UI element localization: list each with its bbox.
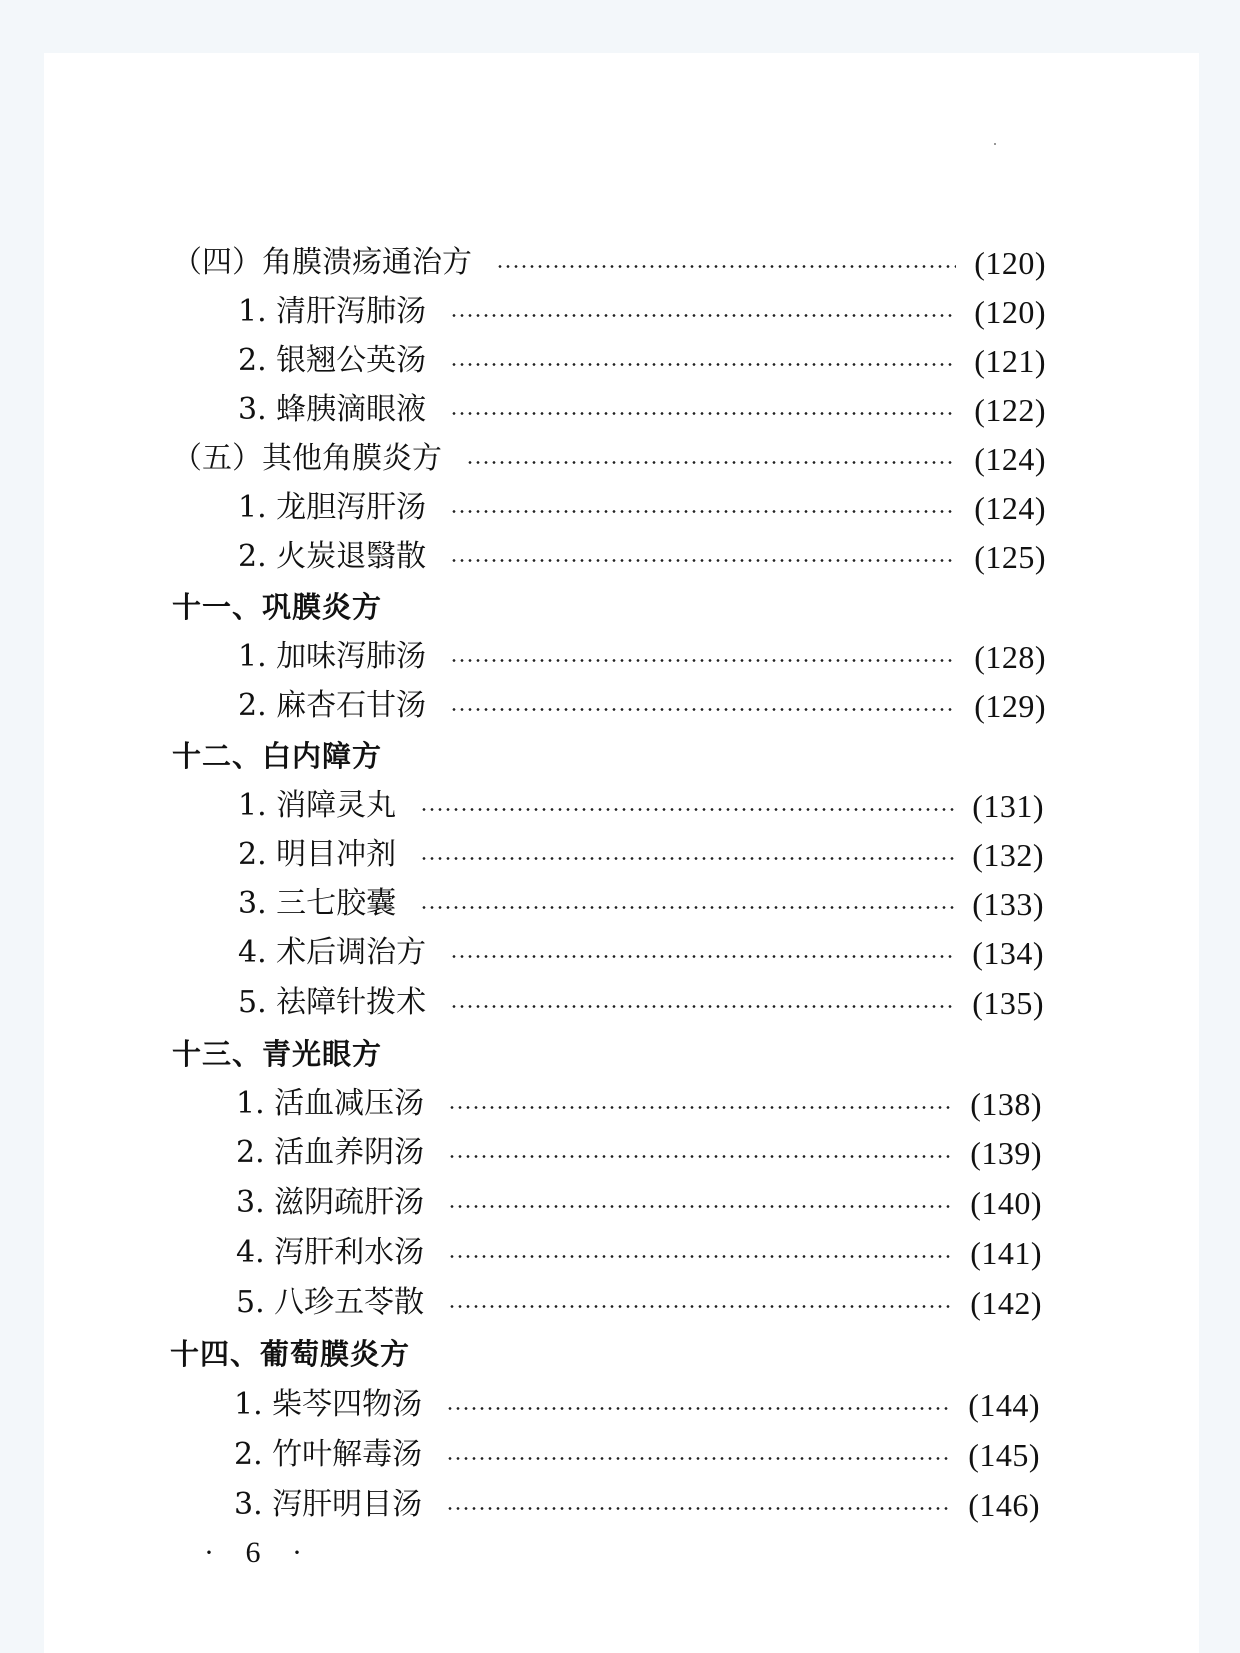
toc-entry[interactable] (238, 684, 1046, 728)
dot-leader (450, 708, 956, 711)
toc-entry-page: (142) (970, 1285, 1042, 1321)
toc-entry-label: 2. 银翘公英汤 (238, 343, 427, 378)
toc-entry[interactable] (238, 388, 1046, 432)
dot-leader (450, 314, 956, 317)
dot-leader (496, 265, 956, 268)
toc-entry-label: 2. 麻杏石甘汤 (238, 688, 427, 723)
toc-entry[interactable] (238, 635, 1046, 679)
toc-entry-page: (120) (974, 245, 1046, 281)
dot-leader (450, 659, 956, 662)
toc-entry-label: 3. 蜂胰滴眼液 (238, 392, 427, 427)
dot-leader (420, 808, 954, 811)
toc-entry[interactable] (238, 931, 1044, 975)
dot-leader (450, 1005, 954, 1008)
toc-entry[interactable] (238, 981, 1044, 1025)
toc-entry-page: (134) (972, 935, 1044, 971)
dot-leader (448, 1205, 952, 1208)
toc-entry[interactable] (238, 486, 1046, 530)
toc-entry-label: 2. 竹叶解毒汤 (234, 1437, 423, 1472)
toc-entry[interactable] (234, 1433, 1040, 1477)
toc-entry-label: 2. 明目冲剂 (238, 837, 397, 872)
toc-entry[interactable] (234, 1483, 1040, 1527)
toc-chapter-label: 十一、巩膜炎方 (172, 590, 383, 624)
page-number: · 6 · (204, 1536, 314, 1569)
toc-entry-page: (139) (970, 1135, 1042, 1171)
toc-entry-page: (133) (972, 886, 1044, 922)
toc-entry[interactable] (236, 1231, 1042, 1275)
toc-entry-page: (131) (972, 788, 1044, 824)
dot-leader (420, 857, 954, 860)
toc-entry-page: (124) (974, 490, 1046, 526)
toc-entry-page: (132) (972, 837, 1044, 873)
dot-leader (448, 1255, 952, 1258)
dot-leader (420, 906, 954, 909)
dot-leader (450, 363, 956, 366)
toc-chapter-heading[interactable] (172, 734, 382, 778)
toc-entry-label: 4. 术后调治方 (238, 935, 427, 970)
dot-leader (446, 1407, 950, 1410)
toc-entry[interactable] (238, 339, 1046, 383)
toc-entry-label: 1. 柴芩四物汤 (234, 1387, 423, 1422)
toc-entry-page: (124) (974, 441, 1046, 477)
dot-leader (466, 461, 956, 464)
toc-entry-label: 3. 滋阴疏肝汤 (236, 1185, 425, 1220)
dot-leader (448, 1155, 952, 1158)
toc-entry[interactable] (238, 535, 1046, 579)
toc-entry[interactable] (236, 1131, 1042, 1175)
toc-entry-label: 1. 消障灵丸 (238, 788, 397, 823)
dot-leader (450, 510, 956, 513)
toc-entry-page: (138) (970, 1086, 1042, 1122)
toc-entry[interactable] (234, 1383, 1040, 1427)
toc-entry-label: 1. 加味泻肺汤 (238, 639, 427, 674)
toc-entry-page: (141) (970, 1235, 1042, 1271)
toc-entry-label: 5. 祛障针拨术 (238, 985, 427, 1020)
toc-entry-label: 1. 活血减压汤 (236, 1086, 425, 1121)
toc-entry-label: （五）其他角膜炎方 (172, 441, 442, 476)
toc-entry-label: （四）角膜溃疡通治方 (172, 245, 472, 280)
toc-entry-label: 4. 泻肝利水汤 (236, 1235, 425, 1270)
dot-leader (450, 955, 954, 958)
toc-chapter-heading[interactable] (172, 1032, 382, 1076)
dot-leader (446, 1507, 950, 1510)
toc-entry-page: (145) (968, 1437, 1040, 1473)
toc-chapter-heading[interactable] (172, 585, 382, 629)
toc-entry[interactable] (238, 882, 1044, 926)
toc-entry-page: (120) (974, 294, 1046, 330)
toc-entry[interactable] (238, 833, 1044, 877)
toc-entry[interactable] (238, 290, 1046, 334)
toc-entry-page: (144) (968, 1387, 1040, 1423)
toc-entry-page: (128) (974, 639, 1046, 675)
toc-entry[interactable] (172, 437, 1046, 481)
toc-entry-page: (146) (968, 1487, 1040, 1523)
toc-chapter-heading[interactable] (170, 1332, 410, 1376)
toc-chapter-label: 十三、青光眼方 (172, 1037, 383, 1071)
toc-entry-page: (140) (970, 1185, 1042, 1221)
toc-entry[interactable] (236, 1281, 1042, 1325)
dot-leader (448, 1305, 952, 1308)
toc-entry-label: 3. 泻肝明目汤 (234, 1487, 423, 1522)
toc-entry[interactable] (236, 1181, 1042, 1225)
toc-entry[interactable] (172, 241, 1046, 285)
toc-entry-page: (125) (974, 539, 1046, 575)
dot-leader (450, 559, 956, 562)
toc-entry-page: (122) (974, 392, 1046, 428)
toc-entry-label: 3. 三七胶囊 (238, 886, 397, 921)
toc-entry-label: 2. 活血养阴汤 (236, 1135, 425, 1170)
toc-entry-page: (129) (974, 688, 1046, 724)
toc-entry-label: 1. 龙胆泻肝汤 (238, 490, 427, 525)
toc-entry-page: (135) (972, 985, 1044, 1021)
dot-leader (450, 412, 956, 415)
toc-chapter-label: 十四、葡萄膜炎方 (170, 1337, 411, 1371)
toc-chapter-label: 十二、白内障方 (172, 739, 383, 773)
toc-entry-page: (121) (974, 343, 1046, 379)
dot-leader (446, 1457, 950, 1460)
toc-entry-label: 2. 火炭退翳散 (238, 539, 427, 574)
toc-entry[interactable] (236, 1082, 1042, 1126)
dot-leader (448, 1106, 952, 1109)
toc-entry[interactable] (238, 784, 1044, 828)
toc-entry-label: 5. 八珍五苓散 (236, 1285, 425, 1320)
toc-entry-label: 1. 清肝泻肺汤 (238, 294, 427, 329)
